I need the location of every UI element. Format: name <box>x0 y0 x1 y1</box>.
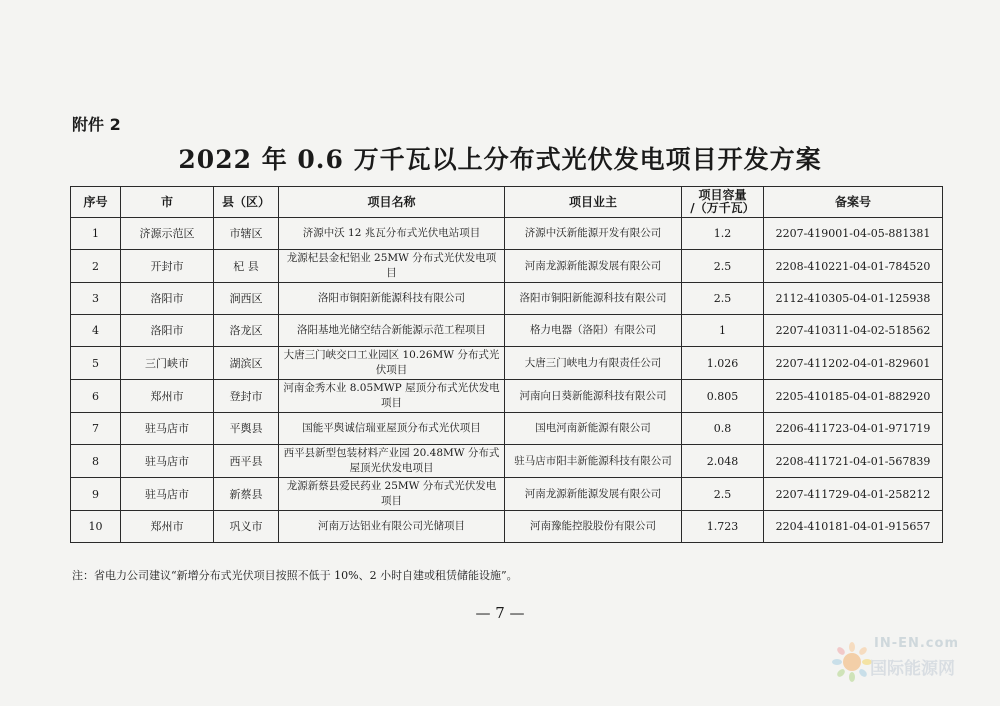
cell-city: 洛阳市 <box>121 315 214 347</box>
table-row <box>71 478 943 511</box>
cell-city: 驻马店市 <box>121 413 214 445</box>
table-row <box>71 380 943 413</box>
cell-seq: 1 <box>71 218 121 250</box>
header-city: 市 <box>121 187 214 218</box>
cell-record: 2205-410185-04-01-882920 <box>764 380 943 413</box>
cell-project: 大唐三门峡交口工业园区 10.26MW 分布式光伏项目 <box>279 347 505 380</box>
cell-city: 三门峡市 <box>121 347 214 380</box>
cell-county: 新蔡县 <box>214 478 279 511</box>
cell-seq: 4 <box>71 315 121 347</box>
cell-owner: 大唐三门峡电力有限责任公司 <box>505 347 682 380</box>
header-record: 备案号 <box>764 187 943 218</box>
cell-county: 平舆县 <box>214 413 279 445</box>
cell-project: 西平县新型包装材料产业园 20.48MW 分布式屋顶光伏发电项目 <box>279 445 505 478</box>
header-seq: 序号 <box>71 187 121 218</box>
cell-project: 洛阳基地光储空结合新能源示范工程项目 <box>279 315 505 347</box>
cell-project: 龙源杞县金杞铝业 25MW 分布式光伏发电项目 <box>279 250 505 283</box>
footnote: 注：省电力公司建议“新增分布式光伏项目按照不低于 10%、2 小时自建或租赁储能设施”。 <box>72 569 518 582</box>
cell-capacity: 1.2 <box>682 218 764 250</box>
cell-project: 龙源新蔡县爱民药业 25MW 分布式光伏发电项目 <box>279 478 505 511</box>
cell-capacity: 1.723 <box>682 511 764 543</box>
document-title: 2022 年 0.6 万千瓦以上分布式光伏发电项目开发方案 <box>178 145 822 174</box>
cell-owner: 济源中沃新能源开发有限公司 <box>505 218 682 250</box>
table-row <box>71 218 943 250</box>
cell-project: 济源中沃 12 兆瓦分布式光伏电站项目 <box>279 218 505 250</box>
cell-owner: 河南龙源新能源发展有限公司 <box>505 478 682 511</box>
cell-county: 西平县 <box>214 445 279 478</box>
table-row <box>71 283 943 315</box>
table-row <box>71 315 943 347</box>
cell-county: 市辖区 <box>214 218 279 250</box>
cell-project: 河南金秀木业 8.05MWP 屋顶分布式光伏发电项目 <box>279 380 505 413</box>
cell-owner: 驻马店市阳丰新能源科技有限公司 <box>505 445 682 478</box>
cell-city: 驻马店市 <box>121 445 214 478</box>
cell-record: 2206-411723-04-01-971719 <box>764 413 943 445</box>
cell-record: 2207-411729-04-01-258212 <box>764 478 943 511</box>
cell-city: 郑州市 <box>121 511 214 543</box>
cell-county: 湖滨区 <box>214 347 279 380</box>
cell-owner: 河南向日葵新能源科技有限公司 <box>505 380 682 413</box>
cell-owner: 格力电器（洛阳）有限公司 <box>505 315 682 347</box>
cell-record: 2207-419001-04-05-881381 <box>764 218 943 250</box>
cell-capacity: 2.048 <box>682 445 764 478</box>
cell-record: 2112-410305-04-01-125938 <box>764 283 943 315</box>
cell-city: 驻马店市 <box>121 478 214 511</box>
project-table <box>70 186 943 543</box>
watermark-en: IN-EN.com <box>874 636 959 651</box>
cell-record: 2207-411202-04-01-829601 <box>764 347 943 380</box>
table-row <box>71 250 943 283</box>
cell-city: 济源示范区 <box>121 218 214 250</box>
watermark-logo <box>830 634 980 694</box>
cell-capacity: 0.805 <box>682 380 764 413</box>
cell-record: 2207-410311-04-02-518562 <box>764 315 943 347</box>
cell-capacity: 1 <box>682 315 764 347</box>
cell-owner: 洛阳市铜阳新能源科技有限公司 <box>505 283 682 315</box>
cell-owner: 河南豫能控股股份有限公司 <box>505 511 682 543</box>
cell-seq: 7 <box>71 413 121 445</box>
cell-capacity: 0.8 <box>682 413 764 445</box>
sun-logo-icon <box>830 638 874 682</box>
cell-seq: 10 <box>71 511 121 543</box>
cell-city: 开封市 <box>121 250 214 283</box>
table-row <box>71 347 943 380</box>
table-header-row <box>71 187 943 218</box>
attachment-label: 附件 2 <box>72 115 121 134</box>
cell-seq: 3 <box>71 283 121 315</box>
cell-project: 国能平舆诚信瑞亚屋顶分布式光伏项目 <box>279 413 505 445</box>
cell-record: 2208-411721-04-01-567839 <box>764 445 943 478</box>
cell-capacity: 2.5 <box>682 283 764 315</box>
cell-county: 涧西区 <box>214 283 279 315</box>
cell-seq: 5 <box>71 347 121 380</box>
cell-capacity: 2.5 <box>682 478 764 511</box>
cell-record: 2208-410221-04-01-784520 <box>764 250 943 283</box>
header-capacity: 项目容量 /（万千瓦） <box>682 187 764 218</box>
cell-seq: 2 <box>71 250 121 283</box>
cell-county: 巩义市 <box>214 511 279 543</box>
cell-owner: 河南龙源新能源发展有限公司 <box>505 250 682 283</box>
cell-record: 2204-410181-04-01-915657 <box>764 511 943 543</box>
cell-owner: 国电河南新能源有限公司 <box>505 413 682 445</box>
cell-county: 登封市 <box>214 380 279 413</box>
page-number: — 7 — <box>475 604 525 622</box>
header-county: 县（区） <box>214 187 279 218</box>
table-row <box>71 511 943 543</box>
header-owner: 项目业主 <box>505 187 682 218</box>
cell-seq: 6 <box>71 380 121 413</box>
cell-county: 洛龙区 <box>214 315 279 347</box>
cell-county: 杞 县 <box>214 250 279 283</box>
watermark-cn: 国际能源网 <box>870 659 955 679</box>
header-project: 项目名称 <box>279 187 505 218</box>
cell-capacity: 2.5 <box>682 250 764 283</box>
cell-city: 郑州市 <box>121 380 214 413</box>
cell-seq: 8 <box>71 445 121 478</box>
cell-city: 洛阳市 <box>121 283 214 315</box>
cell-project: 洛阳市铜阳新能源科技有限公司 <box>279 283 505 315</box>
cell-project: 河南万达铝业有限公司光储项目 <box>279 511 505 543</box>
cell-seq: 9 <box>71 478 121 511</box>
table-row <box>71 413 943 445</box>
table-row <box>71 445 943 478</box>
cell-capacity: 1.026 <box>682 347 764 380</box>
